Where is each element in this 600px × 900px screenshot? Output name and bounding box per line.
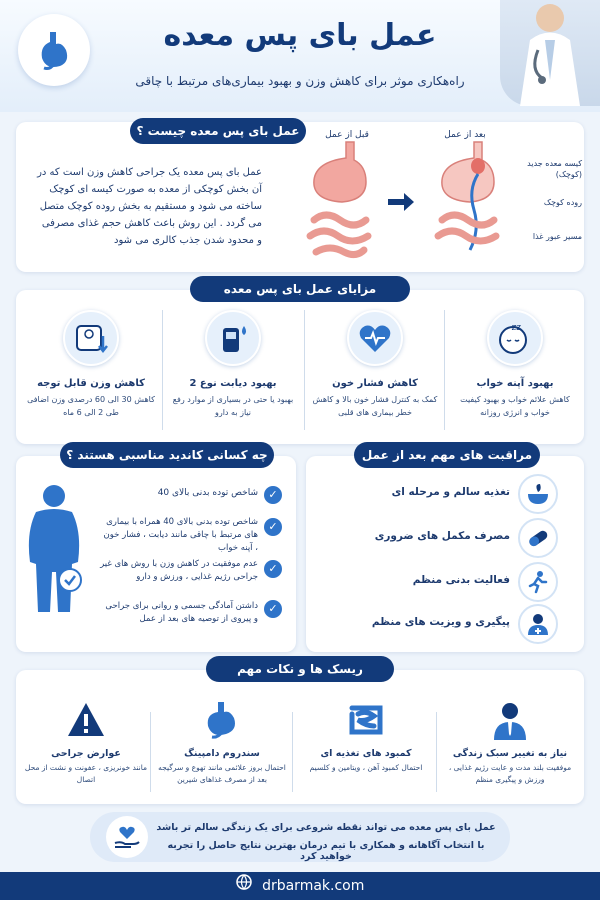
- arrow-icon: [386, 192, 416, 212]
- divider: [150, 712, 151, 792]
- care-item-label: فعالیت بدنی منظم: [412, 574, 510, 586]
- healthy-food-icon: [518, 474, 558, 514]
- check-icon: ✓: [264, 486, 282, 504]
- benefit-desc: کمک به کنترل فشار خون بالا و کاهش خطر بیماری های قلبی: [312, 395, 438, 417]
- divider: [436, 712, 437, 792]
- candidate-item: داشتن آمادگی جسمی و روانی برای جراحی و پیروی از توصیه های بعد از عمل: [105, 601, 258, 624]
- benefit-item: [168, 300, 298, 436]
- what-is-heading: عمل بای پس معده چیست ؟: [130, 118, 306, 144]
- pill-capsule-icon: [518, 518, 558, 558]
- risk-title: سندروم دامپینگ: [184, 748, 260, 759]
- benefit-item: [24, 300, 158, 436]
- doctor-image: [500, 0, 600, 106]
- risk-item: [24, 700, 148, 800]
- risk-item: [156, 700, 288, 800]
- divider: [444, 310, 445, 430]
- candidate-item: شاخص توده بدنی بالای 40: [157, 488, 258, 498]
- glucose-meter-icon: [205, 310, 261, 366]
- check-icon: ✓: [264, 518, 282, 536]
- label-small-intestine: روده کوچک: [543, 198, 582, 207]
- risks-heading: ریسک ها و نکات مهم: [206, 656, 394, 682]
- risk-desc: احتمال کمبود آهن ، ویتامین و کلسیم: [309, 763, 423, 772]
- benefit-item: [450, 300, 580, 436]
- person-tie-icon: [490, 700, 530, 740]
- page-subtitle: راه‌هکاری موثر برای کاهش وزن و بهبود بیماری‌های مرتبط با چاقی: [135, 74, 465, 88]
- person-silhouette-icon: [24, 482, 96, 614]
- svg-text:zz: zz: [511, 323, 521, 333]
- risk-desc: موفقیت بلند مدت و عایت رژیم غذایی ، ورزش و پیگیری منظم: [448, 763, 572, 784]
- check-icon: ✓: [264, 560, 282, 578]
- candidates-heading: چه کسانی کاندید مناسبی هستند ؟: [60, 442, 274, 468]
- risk-title: عوارض جراحی: [51, 748, 121, 759]
- page-title: عمل بای پس معده: [163, 18, 437, 53]
- what-is-body: عمل بای پس معده یک جراحی کاهش وزن است که در آن بخش کوچکی از معده به صورت کیسه ای کوچک ساخته می شود و مستقیم به بخش روده کوچک متصل می گردد . این روش باعث کاهش حجم غذای مصرفی و محدود شدن جذب کالری می شود: [37, 167, 262, 246]
- label-food-path: مسیر عبور غذا: [532, 232, 582, 241]
- divider: [292, 712, 293, 792]
- benefit-desc: کاهش علائم خواب و بهبود کیفیت خواب و انرژی روزانه: [460, 395, 570, 417]
- before-label: قبل از عمل: [325, 130, 369, 140]
- stomach-icon: [202, 700, 242, 740]
- risk-item: [300, 700, 432, 800]
- care-heading: مراقبت های مهم بعد از عمل: [354, 442, 540, 468]
- scale-icon: [63, 310, 119, 366]
- doctor-icon: [518, 604, 558, 644]
- benefit-item: [310, 300, 440, 436]
- divider: [162, 310, 163, 430]
- care-item-label: تغذیه سالم و مرحله ای: [391, 486, 510, 498]
- website-link[interactable]: drbarmak.com: [262, 878, 365, 894]
- candidate-item: عدم موفقیت در کاهش وزن با روش های غیر جراحی رژیم غذایی ، ورزش و دارو: [100, 559, 258, 582]
- benefits-heading: مزایای عمل بای پس معده: [190, 276, 410, 302]
- running-person-icon: [518, 562, 558, 602]
- label-new-pouch: کیسه معده جدید (کوچک): [527, 159, 582, 179]
- stomach-after-illustration: [424, 140, 510, 264]
- heart-hand-icon: [106, 816, 148, 858]
- benefit-desc: کاهش 30 الی 60 درصدی وزن اضافی طی 2 الی 6 ماه: [27, 395, 155, 417]
- sleep-face-icon: [487, 310, 543, 366]
- heart-pulse-icon: [347, 310, 403, 366]
- after-label: بعد از عمل: [444, 130, 486, 140]
- globe-icon: [236, 872, 252, 900]
- benefit-title: کاهش فشار خون: [332, 378, 418, 389]
- stomach-before-illustration: [296, 140, 382, 264]
- divider: [304, 310, 305, 430]
- care-item-label: پیگیری و ویزیت های منظم: [371, 616, 510, 628]
- benefit-desc: بهبود یا حتی در بسیاری از موارد رفع نیاز به دارو: [172, 395, 294, 417]
- closing-line-2: با انتخاب آگاهانه و همکاری با تیم درمان بهترین نتایج حاصل را تجربه خواهید کرد: [167, 840, 485, 862]
- risk-item: [444, 700, 576, 800]
- risk-title: نیاز به تغییر سبک زندگی: [452, 748, 568, 759]
- intestine-icon: [346, 700, 386, 740]
- benefit-title: بهبود دیابت نوع 2: [189, 378, 277, 389]
- benefit-title: بهبود آپنه خواب: [476, 378, 554, 389]
- warning-icon: [66, 700, 106, 740]
- care-item-label: مصرف مکمل های ضروری: [374, 530, 510, 542]
- risk-desc: احتمال بروز علائمی مانند تهوع و سرگیجه بعد از مصرف غذاهای شیرین: [158, 763, 286, 784]
- candidate-item: شاخص توده بدنی بالای 40 همراه با بیماری های مرتبط با چاقی مانند دیابت ، فشار خون ، آپنه خواب: [103, 517, 258, 553]
- check-icon: ✓: [264, 600, 282, 618]
- benefit-title: کاهش وزن قابل توجه: [37, 378, 145, 389]
- risk-title: کمبود های تغذیه ای: [320, 748, 412, 759]
- footer-bar: [0, 872, 600, 900]
- risk-desc: مانند خونریزی ، عفونت و نشت از محل اتصال: [24, 763, 148, 784]
- closing-line-1: عمل بای پس معده می تواند نقطه شروعی برای یک زندگی سالم تر باشد: [156, 822, 496, 833]
